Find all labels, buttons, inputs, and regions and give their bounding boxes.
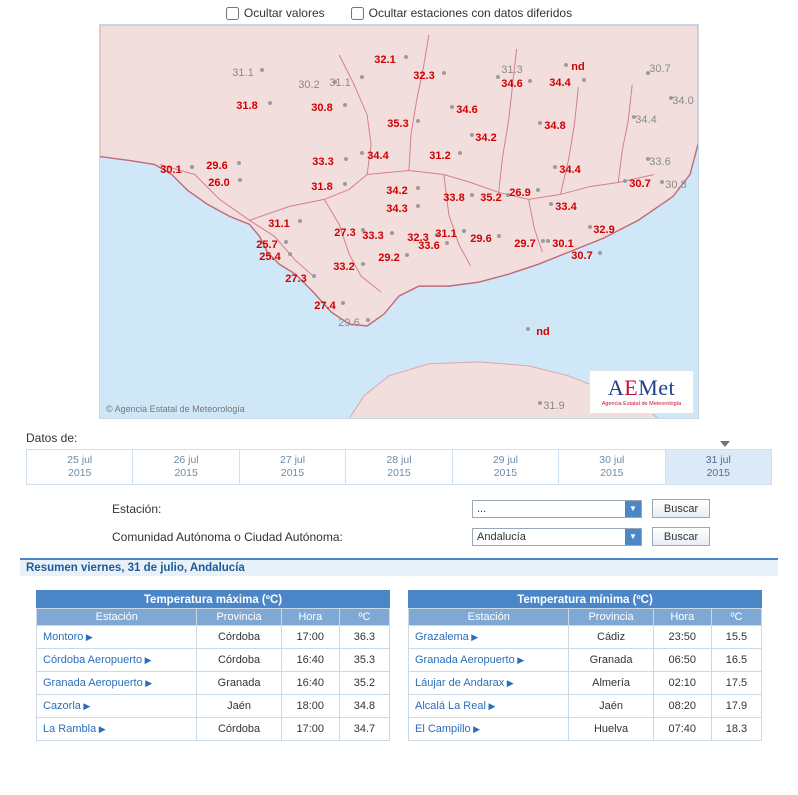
hour-cell: 06:50 xyxy=(653,649,711,672)
station-dot[interactable] xyxy=(445,241,449,245)
logo-letter-e: E xyxy=(624,374,639,400)
hide-values-label: Ocultar valores xyxy=(243,6,325,20)
chevron-right-icon: ▶ xyxy=(80,701,91,711)
max-temperature-table xyxy=(36,590,390,741)
province-cell: Jaén xyxy=(569,695,653,718)
hour-cell: 02:10 xyxy=(653,672,711,695)
station-temperature-label[interactable]: 30.7 xyxy=(649,63,671,75)
station-dot[interactable] xyxy=(344,157,348,161)
chevron-right-icon: ▶ xyxy=(468,632,479,642)
station-name: Láujar de Andarax xyxy=(415,677,505,689)
hour-cell: 18:00 xyxy=(281,695,339,718)
station-temperature-label[interactable]: 32.9 xyxy=(593,224,615,236)
station-dot[interactable] xyxy=(538,121,542,125)
date-day: 29 jul xyxy=(492,454,518,466)
resumen-header: Resumen viernes, 31 de julio, Andalucía xyxy=(20,558,778,576)
station-dot[interactable] xyxy=(496,75,500,79)
date-year: 2015 xyxy=(706,467,730,479)
station-dot[interactable] xyxy=(366,318,370,322)
station-dot[interactable] xyxy=(343,103,347,107)
table-caption: Temperatura mínima (ºC) xyxy=(408,590,762,608)
station-temperature-label[interactable]: 30.8 xyxy=(665,179,687,191)
selected-date-caret-icon xyxy=(720,441,730,447)
station-name: Alcalá La Real xyxy=(415,700,486,712)
hour-cell: 16:40 xyxy=(281,649,339,672)
station-dot[interactable] xyxy=(564,63,568,67)
station-dot[interactable] xyxy=(360,75,364,79)
temperature-cell: 35.3 xyxy=(339,649,389,672)
station-temperature-label[interactable]: 30.1 xyxy=(552,238,574,250)
hide-values-checkbox[interactable] xyxy=(226,7,239,20)
station-name: El Campillo xyxy=(415,723,471,735)
station-temperature-label[interactable]: 31.8 xyxy=(236,100,258,112)
comunidad-label: Comunidad Autónoma o Ciudad Autónoma: xyxy=(112,529,343,544)
date-selector[interactable] xyxy=(26,449,772,485)
station-dot[interactable] xyxy=(660,180,664,184)
station-dot[interactable] xyxy=(582,78,586,82)
station-dot[interactable] xyxy=(284,240,288,244)
temperature-cell: 36.3 xyxy=(339,626,389,649)
station-link[interactable] xyxy=(409,672,569,695)
station-dot[interactable] xyxy=(462,229,466,233)
column-header[interactable]: ºC xyxy=(339,609,389,626)
date-year: 2015 xyxy=(174,467,198,479)
station-temperature-label[interactable]: 33.3 xyxy=(362,230,384,242)
station-temperature-label[interactable]: 33.8 xyxy=(443,192,465,204)
temperature-cell: 15.5 xyxy=(711,626,761,649)
station-dot[interactable] xyxy=(528,79,532,83)
temperature-cell: 34.8 xyxy=(339,695,389,718)
chevron-right-icon: ▶ xyxy=(142,678,153,688)
station-dot[interactable] xyxy=(341,301,345,305)
station-temperature-label[interactable]: 30.2 xyxy=(298,79,320,91)
station-temperature-label[interactable]: 35.2 xyxy=(480,192,502,204)
station-link[interactable] xyxy=(409,649,569,672)
hour-cell: 07:40 xyxy=(653,718,711,741)
station-temperature-label[interactable]: 34.6 xyxy=(456,104,478,116)
station-dot[interactable] xyxy=(404,55,408,59)
estacion-label: Estación: xyxy=(112,501,162,516)
station-temperature-label[interactable]: 27.4 xyxy=(314,300,336,312)
search-form xyxy=(0,499,798,546)
station-link[interactable] xyxy=(409,695,569,718)
station-dot[interactable] xyxy=(526,327,530,331)
table-header-row xyxy=(409,609,762,626)
table-row xyxy=(37,718,390,741)
station-temperature-label[interactable]: 35.3 xyxy=(387,118,409,130)
station-temperature-label[interactable]: 34.6 xyxy=(501,78,523,90)
station-dot[interactable] xyxy=(588,225,592,229)
table-row xyxy=(409,626,762,649)
station-name: Granada Aeropuerto xyxy=(415,654,515,666)
option-hide-deferred[interactable] xyxy=(351,6,572,20)
hour-cell: 17:00 xyxy=(281,626,339,649)
map-options-bar xyxy=(0,0,798,22)
station-temperature-label[interactable]: 31.1 xyxy=(329,77,351,89)
map-landmass xyxy=(100,25,698,419)
station-temperature-label[interactable]: 34.3 xyxy=(386,203,408,215)
station-temperature-label[interactable]: nd xyxy=(536,326,550,338)
date-day: 25 jul xyxy=(67,454,93,466)
station-temperature-label[interactable]: 29.6 xyxy=(206,160,228,172)
date-day: 28 jul xyxy=(386,454,412,466)
station-temperature-label[interactable]: 31.2 xyxy=(429,150,451,162)
temperature-map[interactable] xyxy=(99,24,699,419)
station-dot[interactable] xyxy=(416,186,420,190)
station-dot[interactable] xyxy=(470,133,474,137)
station-temperature-label[interactable]: 30.1 xyxy=(160,164,182,176)
province-cell: Córdoba xyxy=(197,718,281,741)
estacion-row xyxy=(0,499,798,518)
station-temperature-label[interactable]: 30.8 xyxy=(311,102,333,114)
date-year: 2015 xyxy=(68,467,92,479)
table-row xyxy=(37,649,390,672)
station-temperature-label[interactable]: 34.4 xyxy=(559,164,581,176)
station-name: Grazalema xyxy=(415,631,469,643)
table-caption: Temperatura máxima (ºC) xyxy=(36,590,390,608)
station-dot[interactable] xyxy=(497,234,501,238)
station-temperature-label[interactable]: 29.2 xyxy=(378,252,400,264)
table-header-row xyxy=(37,609,390,626)
logo-text-met: Met xyxy=(638,374,676,400)
station-temperature-label[interactable]: 31.1 xyxy=(435,228,457,240)
min-temperature-table xyxy=(408,590,762,741)
province-cell: Córdoba xyxy=(197,626,281,649)
station-temperature-label[interactable]: 27.3 xyxy=(334,227,356,239)
date-year: 2015 xyxy=(600,467,624,479)
station-temperature-label[interactable]: 27.3 xyxy=(285,273,307,285)
column-header[interactable]: Hora xyxy=(653,609,711,626)
station-dot[interactable] xyxy=(405,253,409,257)
station-temperature-label[interactable]: 33.4 xyxy=(555,201,577,213)
station-temperature-label[interactable]: 26.0 xyxy=(208,177,230,189)
date-cell-6[interactable] xyxy=(665,449,772,485)
station-temperature-label[interactable]: 32.3 xyxy=(413,70,435,82)
temperature-cell: 17.9 xyxy=(711,695,761,718)
province-cell: Córdoba xyxy=(197,649,281,672)
hour-cell: 16:40 xyxy=(281,672,339,695)
chevron-right-icon: ▶ xyxy=(514,655,525,665)
hide-deferred-checkbox[interactable] xyxy=(351,7,364,20)
station-dot[interactable] xyxy=(470,193,474,197)
station-temperature-label[interactable]: 33.2 xyxy=(333,261,355,273)
province-cell: Granada xyxy=(197,672,281,695)
estacion-search-button[interactable]: Buscar xyxy=(652,499,710,518)
column-header[interactable]: Hora xyxy=(281,609,339,626)
station-dot[interactable] xyxy=(361,262,365,266)
station-dot[interactable] xyxy=(390,231,394,235)
station-name: Granada Aeropuerto xyxy=(43,677,143,689)
station-temperature-label[interactable]: 25.4 xyxy=(259,251,281,263)
table-row xyxy=(409,695,762,718)
date-cell-4[interactable] xyxy=(452,449,558,485)
chevron-right-icon: ▶ xyxy=(470,724,481,734)
station-temperature-label[interactable]: 34.4 xyxy=(549,77,571,89)
station-temperature-label[interactable]: 29.7 xyxy=(514,238,536,250)
station-dot[interactable] xyxy=(623,179,627,183)
station-dot[interactable] xyxy=(549,202,553,206)
station-dot[interactable] xyxy=(442,71,446,75)
station-dot[interactable] xyxy=(237,161,241,165)
station-dot[interactable] xyxy=(360,151,364,155)
province-cell: Cádiz xyxy=(569,626,653,649)
hide-deferred-label: Ocultar estaciones con datos diferidos xyxy=(368,6,573,20)
column-header[interactable]: Provincia xyxy=(197,609,281,626)
table-row xyxy=(409,649,762,672)
station-temperature-label[interactable]: 34.2 xyxy=(475,132,497,144)
hour-cell: 08:20 xyxy=(653,695,711,718)
temperature-cell: 34.7 xyxy=(339,718,389,741)
station-dot[interactable] xyxy=(312,274,316,278)
date-day: 30 jul xyxy=(599,454,625,466)
station-link[interactable] xyxy=(37,626,197,649)
station-link[interactable] xyxy=(37,695,197,718)
station-temperature-label[interactable]: 31.8 xyxy=(311,181,333,193)
station-dot[interactable] xyxy=(343,182,347,186)
station-temperature-label[interactable]: 29.6 xyxy=(338,317,360,329)
station-dot[interactable] xyxy=(416,119,420,123)
station-link[interactable] xyxy=(37,718,197,741)
map-credit: © Agencia Estatal de Meteorología xyxy=(106,404,245,414)
station-dot[interactable] xyxy=(541,239,545,243)
station-temperature-label[interactable]: 34.0 xyxy=(672,95,694,107)
station-link[interactable] xyxy=(409,718,569,741)
province-cell: Almería xyxy=(569,672,653,695)
comunidad-select[interactable] xyxy=(472,528,642,546)
table-row xyxy=(37,626,390,649)
datos-de-label: Datos de: xyxy=(26,431,78,445)
station-dot[interactable] xyxy=(538,401,542,405)
province-cell: Huelva xyxy=(569,718,653,741)
station-temperature-label[interactable]: 31.1 xyxy=(232,67,254,79)
chevron-down-icon[interactable]: ▼ xyxy=(625,529,641,545)
date-cell-1[interactable] xyxy=(132,449,238,485)
station-temperature-label[interactable]: 31.9 xyxy=(543,400,565,412)
station-dot[interactable] xyxy=(288,252,292,256)
station-temperature-label[interactable]: 26.9 xyxy=(509,187,531,199)
table-row xyxy=(37,695,390,718)
table-row xyxy=(409,718,762,741)
station-temperature-label[interactable]: 30.7 xyxy=(629,178,651,190)
station-temperature-label[interactable]: 31.3 xyxy=(501,64,523,76)
aemet-logo-subtitle: Agencia Estatal de Meteorología xyxy=(601,400,682,407)
column-header[interactable]: Estación xyxy=(409,609,569,626)
station-dot[interactable] xyxy=(553,165,557,169)
station-dot[interactable] xyxy=(268,101,272,105)
column-header[interactable]: ºC xyxy=(711,609,761,626)
chevron-right-icon: ▶ xyxy=(96,724,106,734)
province-cell: Jaén xyxy=(197,695,281,718)
comunidad-row xyxy=(0,527,798,546)
hour-cell: 23:50 xyxy=(653,626,711,649)
station-link[interactable] xyxy=(37,672,197,695)
date-cell-3[interactable] xyxy=(345,449,451,485)
station-temperature-label[interactable]: 29.6 xyxy=(470,233,492,245)
date-year: 2015 xyxy=(493,467,518,479)
date-year: 2015 xyxy=(280,467,305,479)
station-dot[interactable] xyxy=(450,105,454,109)
station-name: Montoro xyxy=(43,631,84,643)
province-cell: Granada xyxy=(569,649,653,672)
temperature-cell: 17.5 xyxy=(711,672,761,695)
estacion-select-value: ... xyxy=(477,502,487,515)
station-dot[interactable] xyxy=(598,251,602,255)
date-cell-2[interactable] xyxy=(239,449,345,485)
aemet-logo-text xyxy=(607,374,676,400)
aemet-logo xyxy=(589,370,694,414)
station-name: Córdoba Aeropuerto xyxy=(43,654,143,666)
station-temperature-label[interactable]: 33.3 xyxy=(312,156,334,168)
temperature-cell: 18.3 xyxy=(711,718,761,741)
temperature-cell: 35.2 xyxy=(339,672,389,695)
table-row xyxy=(409,672,762,695)
table-row xyxy=(37,672,390,695)
station-temperature-label[interactable]: 25.7 xyxy=(256,239,278,251)
hour-cell: 17:00 xyxy=(281,718,339,741)
estacion-select[interactable] xyxy=(472,500,642,518)
station-temperature-label[interactable]: 30.7 xyxy=(571,250,593,262)
station-name: La Rambla xyxy=(43,723,97,735)
date-year: 2015 xyxy=(387,467,411,479)
chevron-right-icon: ▶ xyxy=(83,632,93,642)
station-dot[interactable] xyxy=(458,151,462,155)
station-temperature-label[interactable]: 33.6 xyxy=(418,240,440,252)
station-dot[interactable] xyxy=(416,204,420,208)
station-dot[interactable] xyxy=(298,219,302,223)
chevron-right-icon: ▶ xyxy=(142,655,152,665)
station-dot[interactable] xyxy=(546,239,550,243)
comunidad-select-value: Andalucía xyxy=(477,530,526,543)
station-temperature-label[interactable]: 34.4 xyxy=(367,150,389,162)
station-temperature-label[interactable]: 33.6 xyxy=(649,156,671,168)
summary-tables xyxy=(36,590,798,741)
date-day: 27 jul xyxy=(280,454,306,466)
station-temperature-label[interactable]: 32.3 xyxy=(407,232,429,244)
station-temperature-label[interactable]: 34.2 xyxy=(386,185,408,197)
date-cell-5[interactable] xyxy=(558,449,664,485)
date-cell-0[interactable] xyxy=(26,449,132,485)
station-temperature-label[interactable]: 34.4 xyxy=(635,114,657,126)
chevron-down-icon[interactable]: ▼ xyxy=(625,501,641,517)
date-day: 26 jul xyxy=(173,454,199,466)
station-temperature-label[interactable]: 32.1 xyxy=(374,54,396,66)
chevron-right-icon: ▶ xyxy=(485,701,496,711)
station-dot[interactable] xyxy=(190,165,194,169)
station-name: Cazorla xyxy=(43,700,81,712)
logo-letter-a: A xyxy=(607,374,625,400)
station-temperature-label[interactable]: 31.1 xyxy=(268,218,290,230)
chevron-right-icon: ▶ xyxy=(504,678,514,688)
station-temperature-label[interactable]: nd xyxy=(571,61,585,73)
date-day: 31 jul xyxy=(705,454,731,466)
column-header[interactable]: Estación xyxy=(37,609,197,626)
station-dot[interactable] xyxy=(238,178,242,182)
station-dot[interactable] xyxy=(260,68,264,72)
station-dot[interactable] xyxy=(536,188,540,192)
station-link[interactable] xyxy=(409,626,569,649)
comunidad-search-button[interactable]: Buscar xyxy=(652,527,710,546)
station-link[interactable] xyxy=(37,649,197,672)
option-hide-values[interactable] xyxy=(226,6,325,20)
column-header[interactable]: Provincia xyxy=(569,609,653,626)
station-temperature-label[interactable]: 34.8 xyxy=(544,120,566,132)
temperature-cell: 16.5 xyxy=(711,649,761,672)
